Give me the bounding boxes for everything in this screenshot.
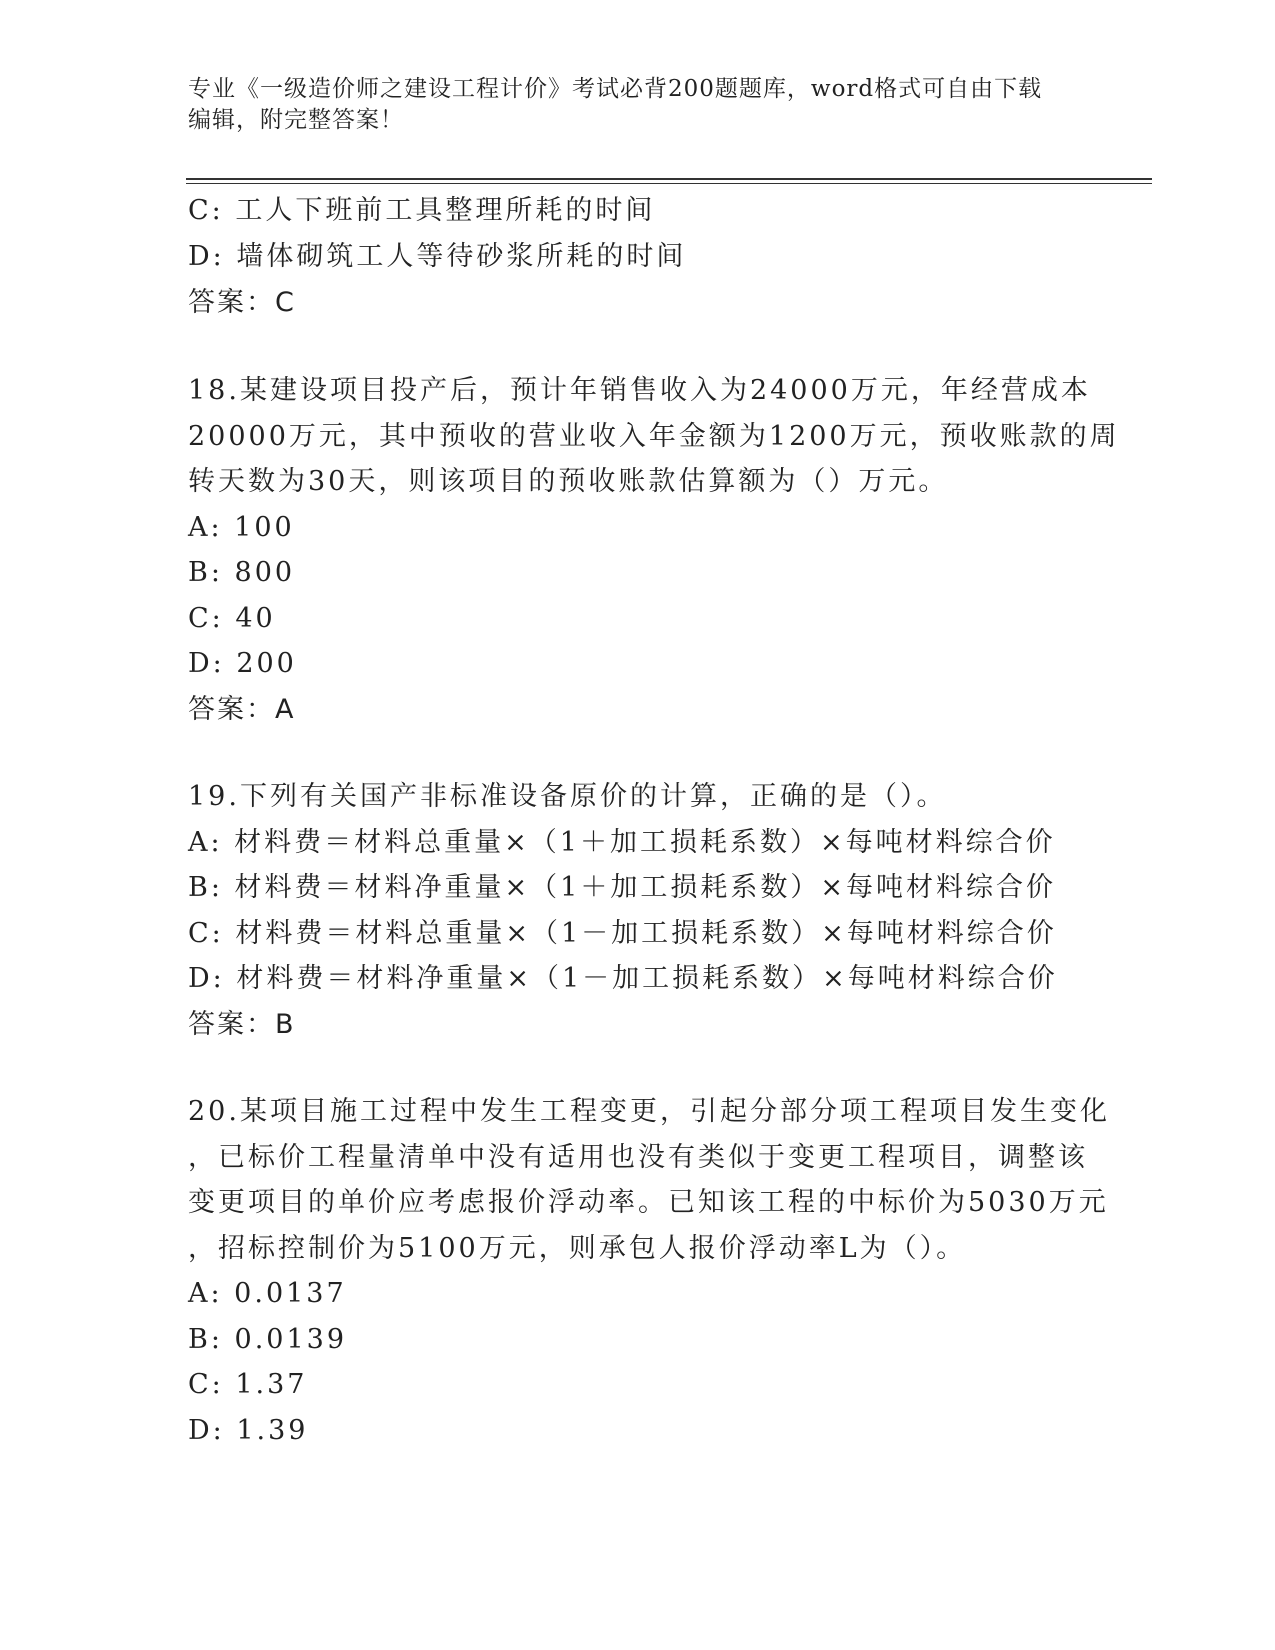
header-title-line-2: 编辑，附完整答案！	[188, 107, 404, 133]
option-c: C: 40	[188, 602, 276, 634]
question-text-line: 20.某项目施工过程中发生工程变更，引起分部分项工程项目发生变化	[188, 1096, 1110, 1127]
header-rule-thick	[186, 178, 1152, 180]
option-d: D: 200	[188, 648, 297, 679]
question-17-tail	[188, 188, 1088, 326]
question-19	[188, 774, 1088, 1047]
option-c: C: 1.37	[188, 1369, 308, 1400]
question-content	[188, 188, 1120, 1453]
answer-line: 答案：A	[188, 693, 296, 725]
question-text-line: 20000万元，其中预收的营业收入年金额为1200万元，预收账款的周	[188, 420, 1120, 452]
answer-line: 答案：C	[188, 287, 296, 318]
option-a: A: 100	[188, 511, 295, 543]
option-b: B: 800	[188, 557, 296, 588]
option-d: D: 1.39	[188, 1414, 309, 1446]
question-text-line: 转天数为30天，则该项目的预收账款估算额为（）万元。	[188, 466, 949, 497]
option-a: A: 0.0137	[188, 1278, 347, 1309]
question-text-line: ，已标价工程量清单中没有适用也没有类似于变更工程项目，调整该	[188, 1141, 1088, 1173]
question-text-line: 变更项目的单价应考虑报价浮动率。已知该工程的中标价为5030万元	[188, 1187, 1109, 1218]
header-title-line-1: 专业《一级造价师之建设工程计价》考试必背200题题库，word格式可自由下载	[188, 76, 1043, 102]
document-header	[188, 74, 1068, 136]
question-18	[188, 368, 1120, 732]
option-b: B: 材料费＝材料净重量×（1＋加工损耗系数）×每吨材料综合价	[188, 872, 1056, 903]
answer-line: 答案：B	[188, 1008, 296, 1040]
question-text-line: 19.下列有关国产非标准设备原价的计算，正确的是（）。	[188, 781, 947, 812]
question-text-line: ，招标控制价为5100万元，则承包人报价浮动率L为（）。	[188, 1232, 967, 1264]
option-d: D: 墙体砌筑工人等待砂浆所耗的时间	[188, 241, 687, 272]
question-text-line: 18.某建设项目投产后，预计年销售收入为24000万元，年经营成本	[188, 375, 1091, 406]
option-a: A: 材料费＝材料总重量×（1＋加工损耗系数）×每吨材料综合价	[188, 826, 1056, 858]
option-c: C: 工人下班前工具整理所耗的时间	[188, 195, 656, 226]
option-d: D: 材料费＝材料净重量×（1－加工损耗系数）×每吨材料综合价	[188, 963, 1058, 994]
option-b: B: 0.0139	[188, 1323, 347, 1355]
option-c: C: 材料费＝材料总重量×（1－加工损耗系数）×每吨材料综合价	[188, 917, 1057, 949]
header-rule-thin	[186, 183, 1152, 184]
question-20	[188, 1089, 1110, 1453]
